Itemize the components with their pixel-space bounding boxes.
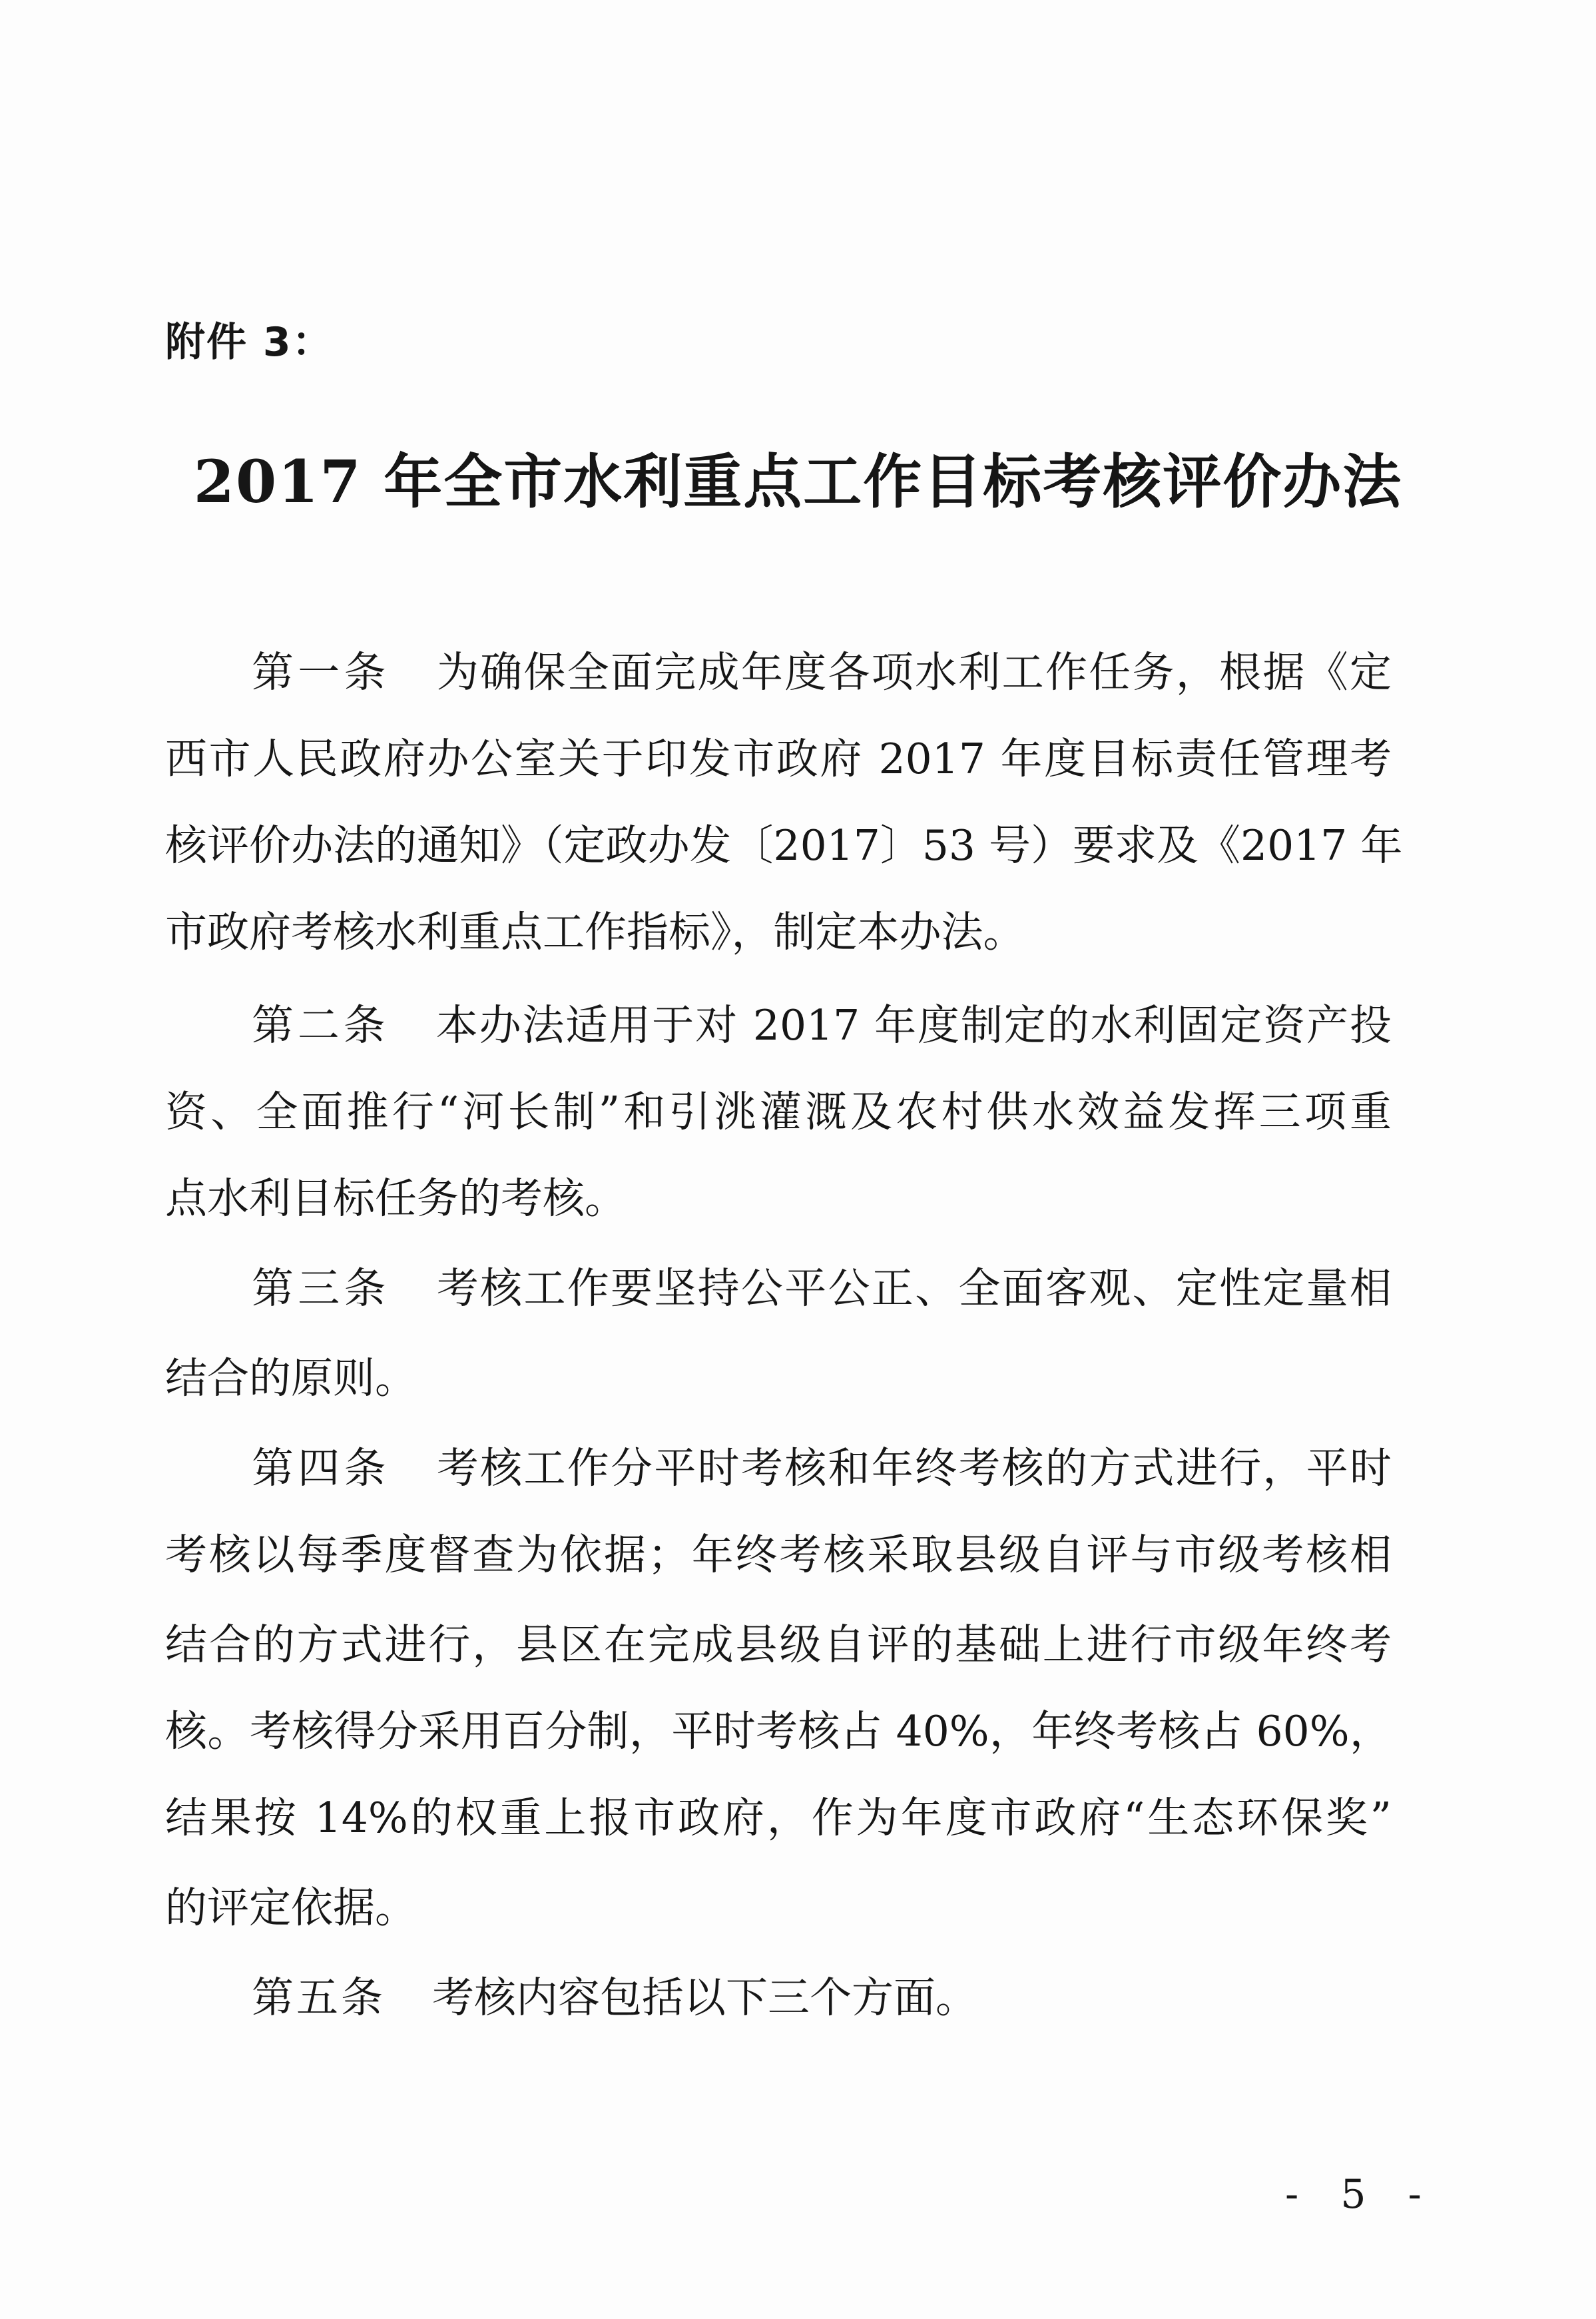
- article-3-line-1: [252, 1262, 1392, 1315]
- article-4-line-4: 核。考核得分采用百分制，平时考核占 40%，年终考核占 60%，: [165, 1707, 1392, 1756]
- article-1-label: 第一条: [252, 648, 390, 697]
- article-4-line-1: [252, 1442, 1392, 1495]
- article-1-line-3: 核评价办法的通知》（定政办发〔2017〕53 号）要求及《2017 年: [165, 821, 1403, 870]
- article-1-text: 为确保全面完成年度各项水利工作任务，根据《定: [436, 648, 1392, 697]
- article-4-line-6: 的评定依据。: [165, 1883, 417, 1932]
- article-5-text: 考核内容包括以下三个方面。: [432, 1973, 977, 2022]
- article-5-label: 第五条: [252, 1973, 386, 2022]
- article-3-line-2: 结合的原则。: [165, 1354, 417, 1403]
- page-number: - 5 -: [1285, 2171, 1436, 2218]
- article-5-line-1: [252, 1971, 1392, 2025]
- article-4-line-5: 结果按 14%的权重上报市政府，作为年度市政府“生态环保奖”: [165, 1794, 1392, 1842]
- document-title: 2017 年全市水利重点工作目标考核评价办法: [193, 447, 1403, 516]
- article-2-line-3: 点水利目标任务的考核。: [165, 1174, 627, 1223]
- article-2-line-1: [252, 999, 1392, 1052]
- article-3-text: 考核工作要坚持公平公正、全面客观、定性定量相: [436, 1264, 1392, 1313]
- article-1-line-4: 市政府考核水利重点工作指标》，制定本办法。: [165, 908, 1025, 956]
- article-4-line-2: 考核以每季度督查为依据；年终考核采取县级自评与市级考核相: [165, 1530, 1392, 1579]
- article-4-text: 考核工作分平时考核和年终考核的方式进行，平时: [436, 1444, 1392, 1492]
- article-3-label: 第三条: [252, 1264, 390, 1313]
- attachment-label: 附件 3：: [165, 319, 334, 366]
- article-1-line-1: [252, 646, 1392, 699]
- article-4-label: 第四条: [252, 1444, 390, 1492]
- article-2-line-2: 资、全面推行“河长制”和引洮灌溉及农村供水效益发挥三项重: [165, 1088, 1392, 1136]
- article-1-line-2: 西市人民政府办公室关于印发市政府 2017 年度目标责任管理考: [165, 735, 1392, 783]
- article-4-line-3: 结合的方式进行，县区在完成县级自评的基础上进行市级年终考: [165, 1620, 1392, 1669]
- article-2-text: 本办法适用于对 2017 年度制定的水利固定资产投: [435, 1001, 1392, 1050]
- article-2-label: 第二条: [252, 1001, 390, 1050]
